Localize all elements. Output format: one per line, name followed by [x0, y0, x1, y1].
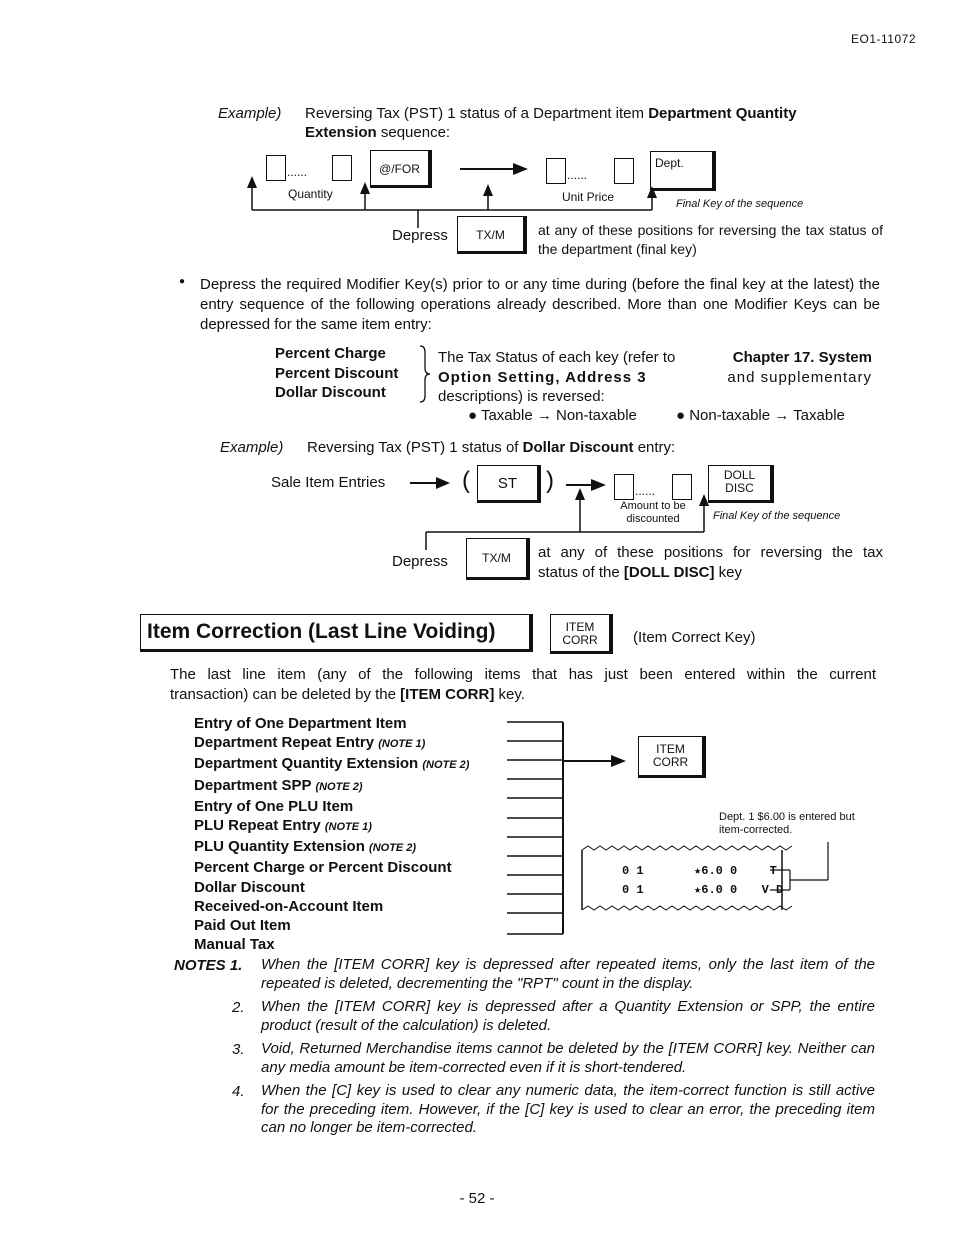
receipt-line-2: 0 1 ★6.0 0 V D [622, 883, 784, 897]
depress-label-1: Depress [392, 227, 448, 244]
receipt-caption-2: item-corrected. [719, 824, 793, 836]
doll-disc-key-line-2: DISC [725, 481, 754, 495]
list-item: Department Repeat Entry (NOTE 1) [194, 734, 426, 752]
list-item: Dollar Discount [194, 878, 305, 896]
modifier-desc-chapter: Chapter 17. System [732, 349, 872, 366]
amount-caption-1: Amount to be [620, 500, 686, 512]
modifier-item: Dollar Discount [275, 384, 386, 401]
example-label: Example) [218, 105, 282, 122]
depress-text-2-a: status of the [538, 563, 620, 581]
receipt-caption-1: Dept. 1 $6.00 is entered but [719, 811, 855, 823]
example1-tail: sequence: [380, 124, 451, 141]
modifier-description [438, 348, 872, 407]
amount-caption-2: discounted [626, 513, 680, 525]
example1-bold-2: Extension [305, 124, 377, 141]
receipt-paper [578, 840, 838, 920]
list-item: Manual Tax [194, 936, 275, 954]
item-corr-key-diagram-line-1: ITEM [656, 742, 685, 756]
depress-text-2-b: [DOLL DISC] [623, 563, 715, 581]
note-2: When the [ITEM CORR] key is depressed after a Quantity Extension or SPP, the entire product (result of the calculation) is deleted. [261, 998, 875, 1034]
quantity-caption: Quantity [288, 187, 333, 201]
list-item: PLU Repeat Entry (NOTE 1) [194, 817, 372, 835]
item-correct-key-note: (Item Correct Key) [633, 629, 756, 646]
modifier-desc-and: and supplementary [727, 368, 872, 386]
section-intro-c: key. [498, 685, 525, 703]
list-item: Received-on-Account Item [194, 897, 384, 915]
note-3: Void, Returned Merchandise items cannot be deleted by the [ITEM CORR] key. Neither can any media amount be item-corrected even if it is short-tendered. [261, 1040, 875, 1076]
section-intro-a: transaction) can be deleted by the [170, 685, 396, 703]
note-4: When the [C] key is used to clear any numeric data, the item-correct function is still active for the preceding item. However, if the [C] key is used to clear an error, the preceding item can no longer be item-corrected. [261, 1082, 875, 1136]
item-corr-key-diagram-line-2: CORR [652, 755, 689, 769]
bullet-icon: ● [179, 276, 186, 287]
st-key: ST [477, 465, 541, 503]
modifier-item: Percent Discount [275, 364, 399, 382]
section-intro [170, 665, 876, 704]
doll-disc-key-line-1: DOLL [723, 468, 756, 482]
section-title: Item Correction (Last Line Voiding) [147, 620, 496, 643]
paren-close: ) [546, 467, 554, 494]
receipt-caption [719, 811, 855, 837]
example2-bold: Dollar Discount [522, 439, 634, 456]
example2-description [307, 438, 675, 457]
modifier-desc-3: descriptions) is reversed: [438, 388, 605, 405]
depress-text-2-line-1: at any of these positions for reversing the tax [538, 544, 883, 561]
modifier-list [275, 344, 398, 403]
depress-text-2 [538, 543, 883, 582]
list-item: Entry of One PLU Item [194, 797, 354, 815]
document-code: EO1-11072 [851, 32, 916, 46]
item-corr-key-line-1: ITEM [565, 620, 595, 634]
example2-text: Reversing Tax (PST) 1 status of [307, 439, 519, 456]
page-number: - 52 - [459, 1190, 495, 1207]
notes-heading: NOTES 1. [174, 957, 243, 974]
depress-text-2-c: key [718, 563, 742, 581]
modifier-desc-1: The Tax Status of each key (refer to [438, 349, 676, 366]
list-item: Department SPP (NOTE 2) [194, 776, 363, 794]
note-2-number: 2. [232, 999, 245, 1016]
paren-open: ( [462, 467, 470, 494]
example2-tail: entry: [637, 439, 676, 456]
section-title-box [140, 614, 533, 652]
unit-price-dots: ...... [567, 168, 588, 182]
taxable-toggle-2: ● Non-taxable → Taxable [676, 407, 845, 424]
modifier-item: Percent Charge [275, 345, 386, 362]
quantity-dots: ...... [287, 165, 308, 179]
depress-text-1: at any of these positions for reversing the tax status of the department (final key) [538, 222, 883, 257]
example1-text: Reversing Tax (PST) 1 status of a Department item [305, 105, 645, 122]
bullet-paragraph: Depress the required Modifier Key(s) prior to or any time during (before the final key at the latest) the entry sequence of the following operations already described. More than one Modifier Keys can be depressed for the same item entry: [200, 276, 880, 333]
note-1: When the [ITEM CORR] key is depressed after repeated items, only the last item of the repeated is deleted, decrementing the "RPT" count in the display. [261, 956, 875, 992]
section-intro-b: [ITEM CORR] [400, 685, 495, 703]
taxable-toggle-1: ● Taxable → Non-taxable [468, 407, 637, 424]
note-3-number: 3. [232, 1041, 245, 1058]
dept-key: Dept. [650, 151, 716, 191]
list-item: Department Quantity Extension (NOTE 2) [194, 755, 470, 773]
item-corr-key-line-2: CORR [562, 633, 598, 647]
final-key-caption-1: Final Key of the sequence [676, 198, 804, 210]
modifier-brace [418, 344, 432, 404]
section-intro-line-1: The last line item (any of the following items that has just been entered within the current [170, 666, 876, 683]
list-item: PLU Quantity Extension (NOTE 2) [194, 838, 417, 856]
note-4-number: 4. [232, 1083, 245, 1100]
final-key-caption-2: Final Key of the sequence [713, 510, 841, 522]
item-corr-key-heading [550, 614, 613, 654]
sale-item-entries-label: Sale Item Entries [271, 474, 386, 491]
list-item: Paid Out Item [194, 917, 291, 935]
receipt-line-1: 0 1 ★6.0 0 T [622, 864, 777, 878]
txm-key-1: TX/M [457, 216, 527, 254]
unit-price-caption: Unit Price [562, 190, 615, 204]
example1-bold-1: Department Quantity [648, 105, 797, 122]
depress-label-2: Depress [392, 553, 448, 570]
for-key: @/FOR [370, 150, 432, 188]
modifier-desc-option: Option Setting, Address 3 [438, 368, 647, 386]
list-item: Percent Charge or Percent Discount [194, 859, 452, 877]
list-item: Entry of One Department Item [194, 715, 407, 732]
item-corr-key-diagram [638, 736, 706, 778]
txm-key-2: TX/M [466, 538, 530, 580]
example2-label: Example) [220, 439, 284, 456]
amount-dots: ...... [635, 484, 656, 498]
